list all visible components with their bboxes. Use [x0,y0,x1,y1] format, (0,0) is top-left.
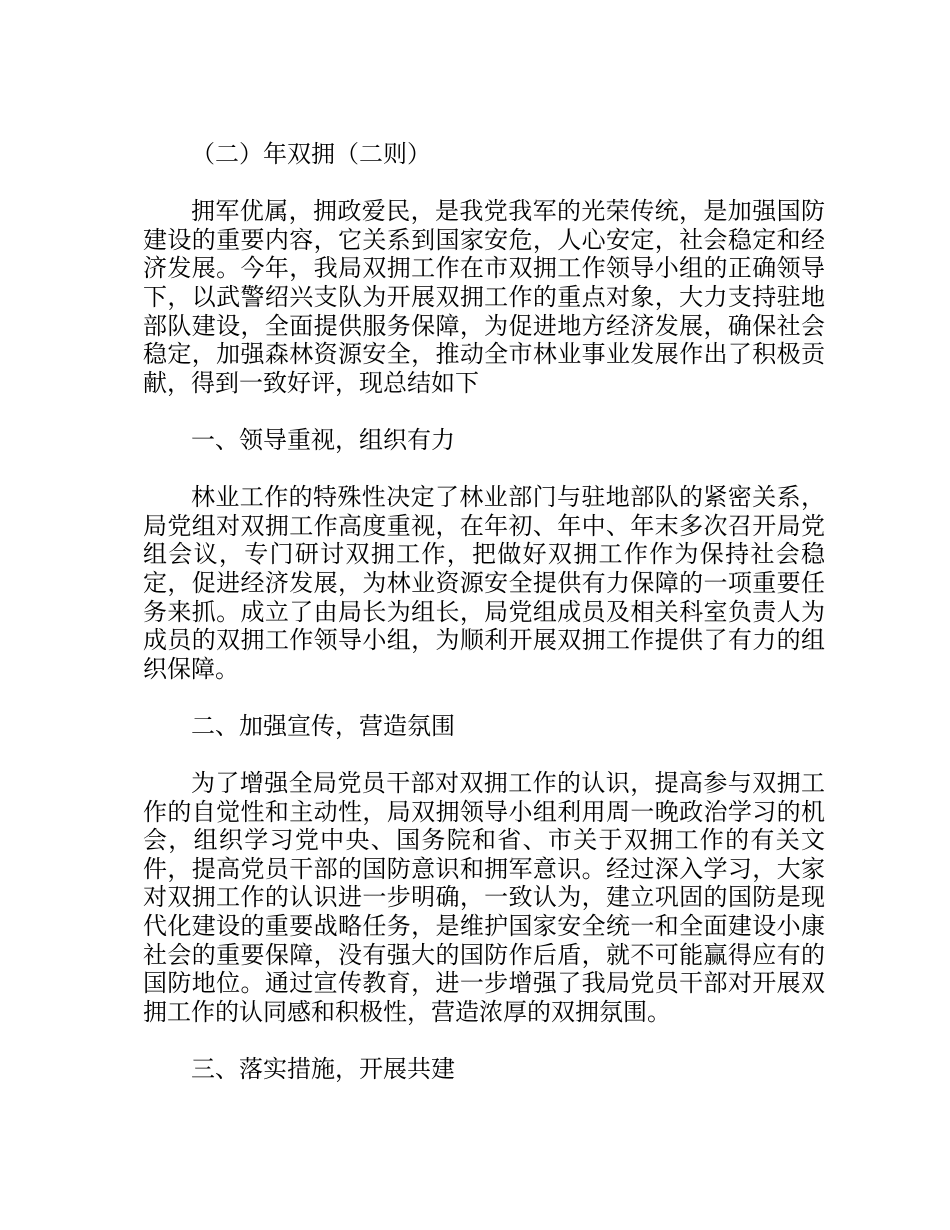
document-page [143,140,825,1084]
paragraph-gap [143,455,825,484]
section-heading-3: 三、落实措施，开展共建 [191,1055,455,1083]
paragraph-gap [143,1026,825,1055]
intro-paragraph: 拥军优属，拥政爱民，是我党我军的光荣传统，是加强国防建设的重要内容，它关系到国家安危，人心安定，社会稳定和经济发展。今年，我局双拥工作在市双拥工作领导小组的正确领导下，以武警绍兴支队为开展双拥工作的重点对象，大力支持驻地部队建设，全面提供服务保障，为促进地方经济发展，确保社会稳定，加强森林资源安全，推动全市林业事业发展作出了积极贡献，得到一致好评，现总结如下 [143,197,825,397]
section-heading-1: 一、领导重视，组织有力 [191,425,455,454]
paragraph-gap [143,397,825,426]
section-1-paragraph: 林业工作的特殊性决定了林业部门与驻地部队的紧密关系，局党组对双拥工作高度重视，在年初、年中、年末多次召开局党组会议，专门研讨双拥工作，把做好双拥工作作为保持社会稳定，促进经济发展，为林业资源安全提供有力保障的一项重要任务来抓。成立了由局长为组长，局党组成员及相关科室负责人为成员的双拥工作领导小组，为顺利开展双拥工作提供了有力的组织保障。 [143,483,825,683]
paragraph-gap [143,169,825,198]
paragraph-gap [143,683,825,712]
document-title: （二）年双拥（二则） [191,140,431,168]
paragraph-gap [143,740,825,769]
section-2-paragraph: 为了增强全局党员干部对双拥工作的认识，提高参与双拥工作的自觉性和主动性，局双拥领导小组利用周一晚政治学习的机会，组织学习党中央、国务院和省、市关于双拥工作的有关文件，提高党员干部的国防意识和拥军意识。经过深入学习，大家对双拥工作的认识进一步明确，一致认为，建立巩固的国防是现代化建设的重要战略任务，是维护国家安全统一和全面建设小康社会的重要保障，没有强大的国防作后盾，就不可能赢得应有的国防地位。通过宣传教育，进一步增强了我局党员干部对开展双拥工作的认同感和积极性，营造浓厚的双拥氛围。 [143,769,825,1026]
section-heading-2: 二、加强宣传，营造氛围 [191,711,455,740]
